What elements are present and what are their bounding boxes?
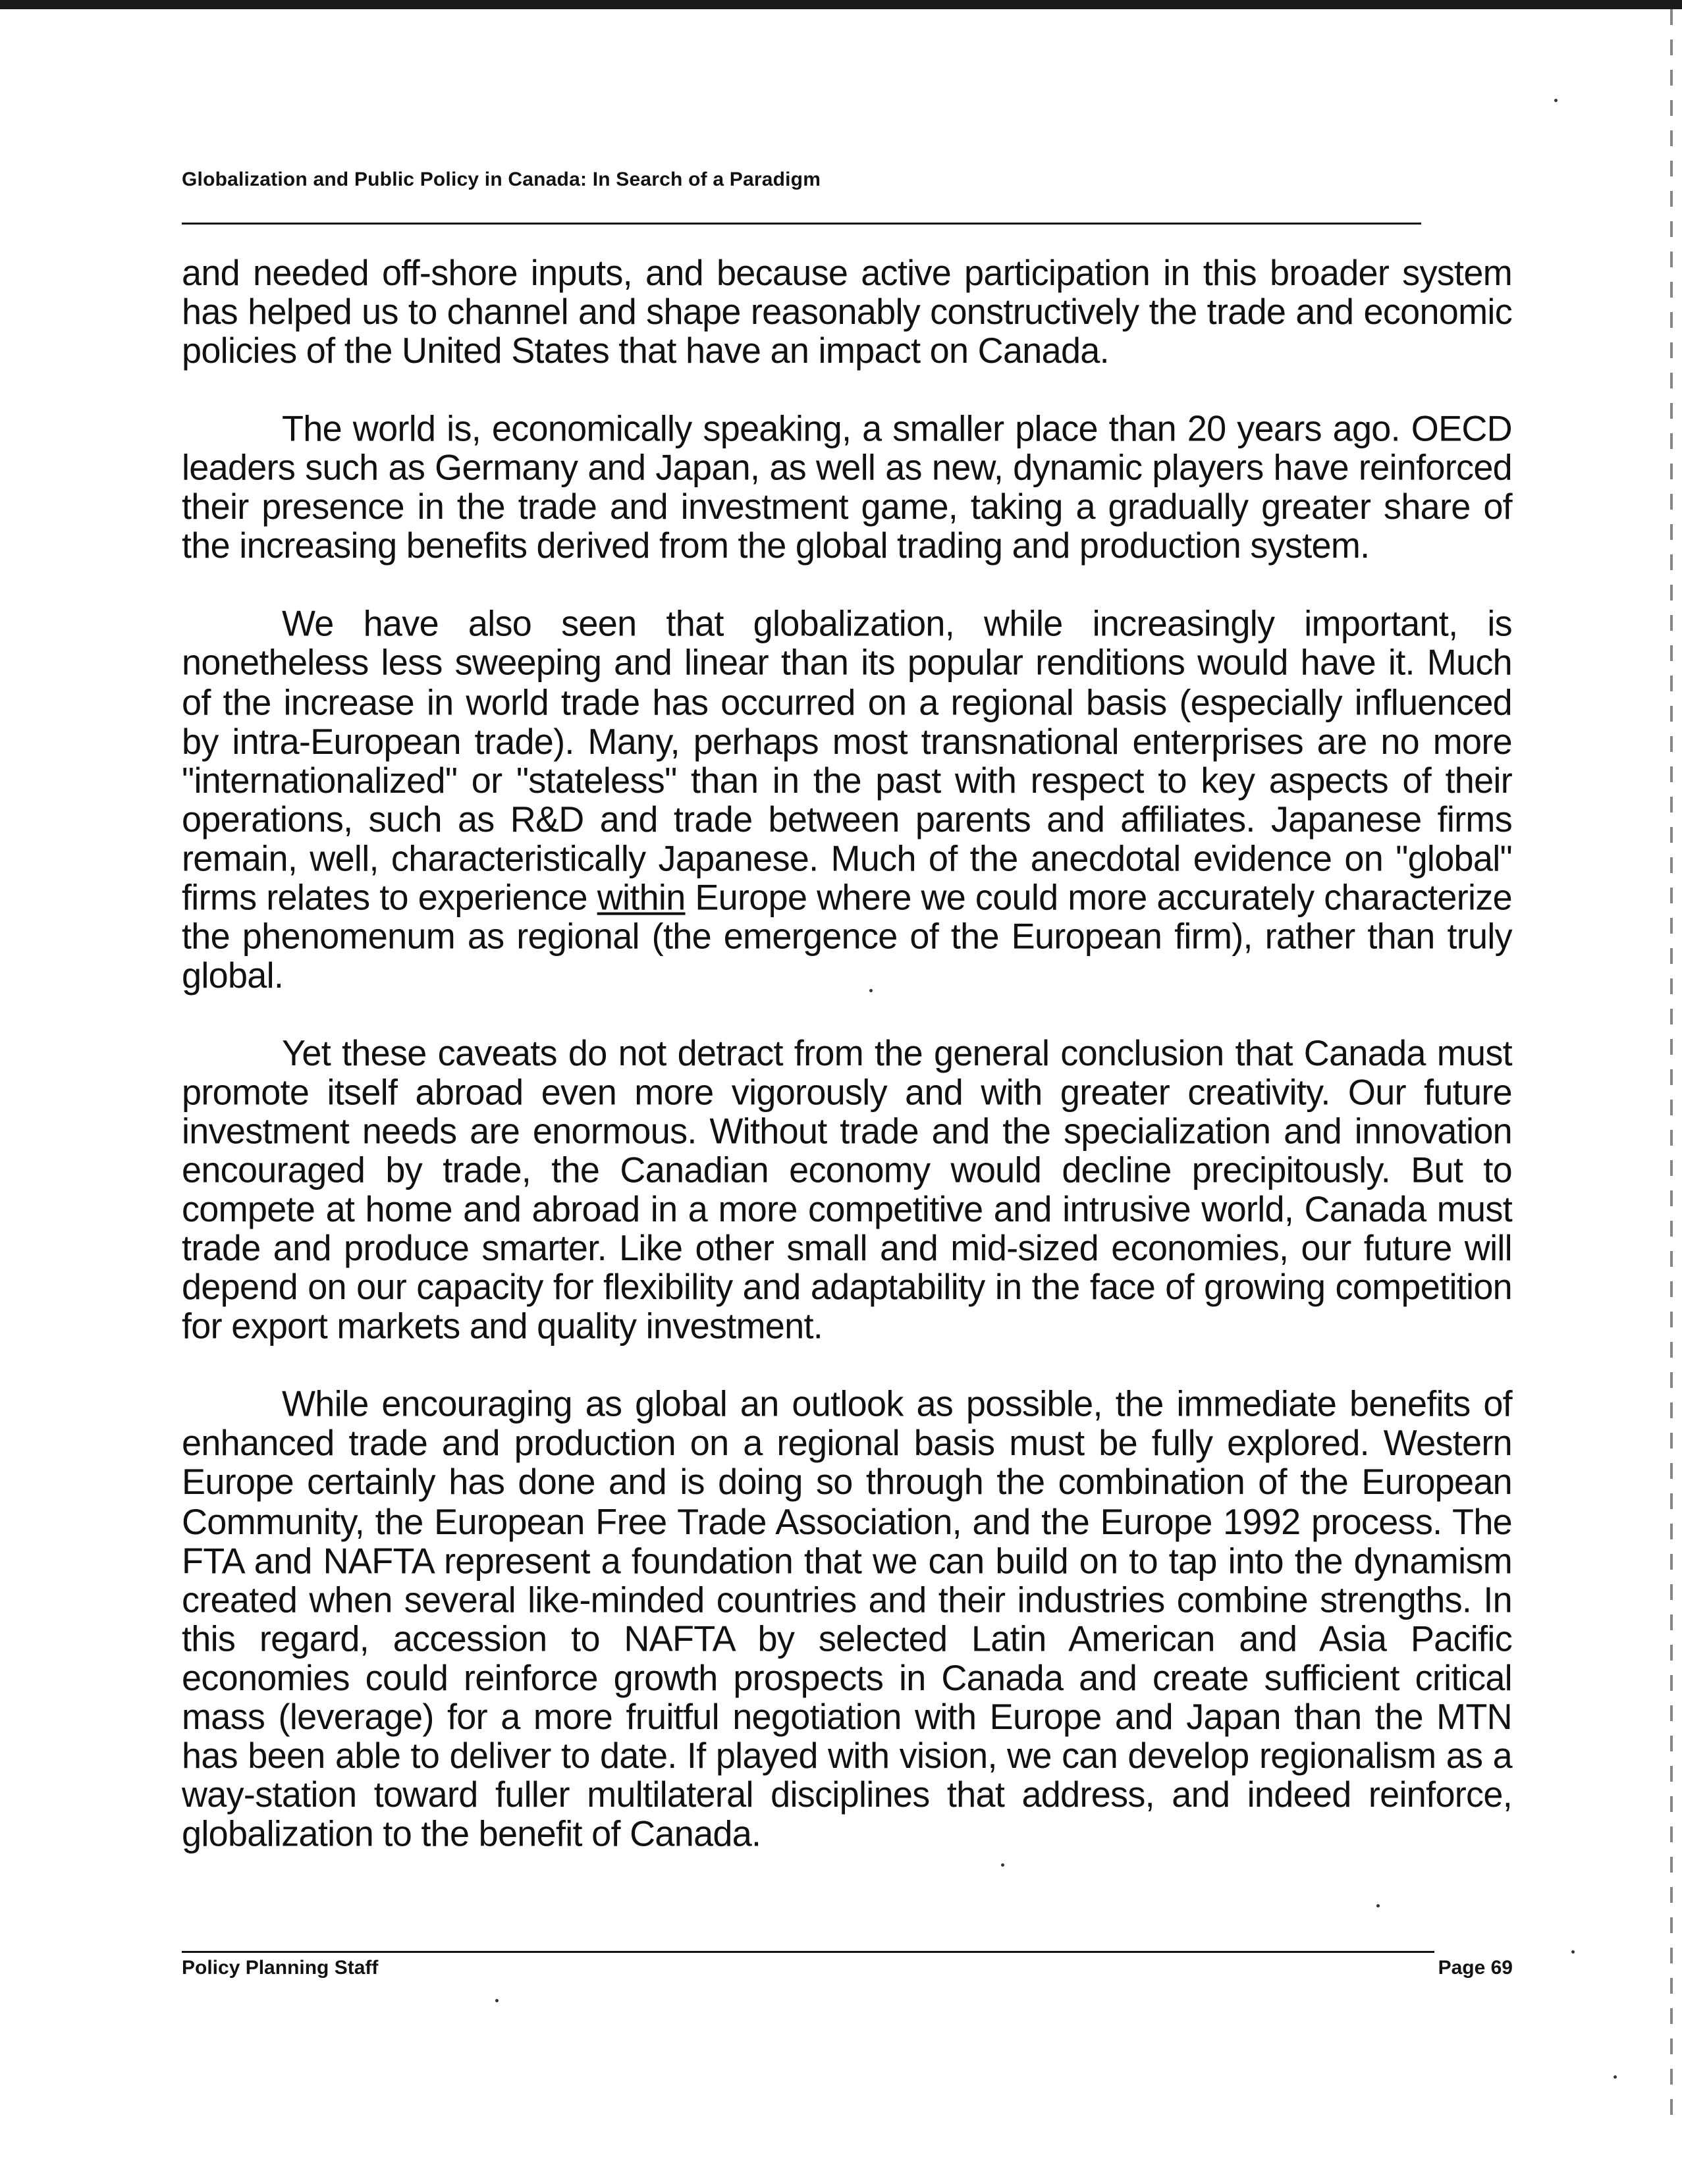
scan-speck — [1376, 1904, 1380, 1907]
scan-border-top — [0, 0, 1682, 9]
paragraph-2: The world is, economically speaking, a smaller place than 20 years ago. OECD leaders such as Germany and Japan, as well as new, dynamic players have reinforced their presence in the trade and investment game, taking a gradually greater share of the increasing benefits derived from the global trading and production system. — [182, 408, 1512, 566]
paragraph-3-text: We have also seen that globalization, while increasingly important, is nonetheless less sweeping and linear than its popular renditions would have it. Much of the increase in world trade has occurred on a regional basis (especially influenced by intra-European trade). Many, perhaps most transnational enterprises are no more "internationalized" or "stateless" than in the past with respect to key aspects of their operations, such as R&D and trade between parents and affiliates. Japanese firms remain, well, characteristically Japanese. Much of the anecdotal evidence on "global" firms relates to experience — [182, 604, 1512, 918]
header-rule — [182, 223, 1421, 225]
scan-speck — [1614, 2075, 1617, 2079]
body-text — [182, 254, 1512, 1893]
paragraph-1: and needed off-shore inputs, and because active participation in this broader system has helped us to channel and shape reasonably constructively the trade and economic policies of the United States that have an impact on Canada. — [182, 252, 1512, 371]
running-header: Globalization and Public Policy in Canada: In Search of a Paradigm — [182, 169, 821, 190]
paragraph-3-text-cont: Europe where we could more accurately characterize the phenomenum as regional (the emergence of the European firm), rather than truly global. — [182, 877, 1512, 996]
footer-label: Policy Planning Staff — [182, 1957, 379, 1979]
scan-speck — [1571, 1950, 1575, 1954]
paragraph-4: Yet these caveats do not detract from the general conclusion that Canada must promote itself abroad even more vigorously and with greater creativity. Our future investment needs are enormous. Without trade and the specialization and innovation encouraged by trade, the Canadian economy would decline precipitously. But to compete at home and abroad in a more competitive and intrusive world, Canada must trade and produce smarter. Like other small and mid-sized economies, our future will depend on our capacity for flexibility and adaptability in the face of growing competition for export markets and quality investment. — [182, 1033, 1512, 1347]
underlined-word-within: within — [597, 877, 686, 918]
page-number: Page 69 — [1438, 1957, 1513, 1979]
footer-rule — [182, 1951, 1434, 1953]
scan-speck — [495, 1999, 499, 2002]
paragraph-3 — [182, 605, 1512, 996]
scan-border-right — [1670, 9, 1673, 2116]
scan-speck — [1554, 99, 1558, 102]
paragraph-5: While encouraging as global an outlook as possible, the immediate benefits of enhanced trade and production on a regional basis must be fully explored. Western Europe certainly has done and is doing so through the combination of the European Community, the European Free Trade Association, and the Europe 1992 process. The FTA and NAFTA represent a foundation that we can build on to tap into the dynamism created when several like-minded countries and their industries combine strengths. In this regard, accession to NAFTA by selected Latin American and Asia Pacific economies could reinforce growth prospects in Canada and create sufficient critical mass (leverage) for a more fruitful negotiation with Europe and Japan than the MTN has been able to deliver to date. If played with vision, we can develop regionalism as a way-station toward fuller multilateral disciplines that address, and indeed reinforce, globalization to the benefit of Canada. — [182, 1384, 1512, 1854]
